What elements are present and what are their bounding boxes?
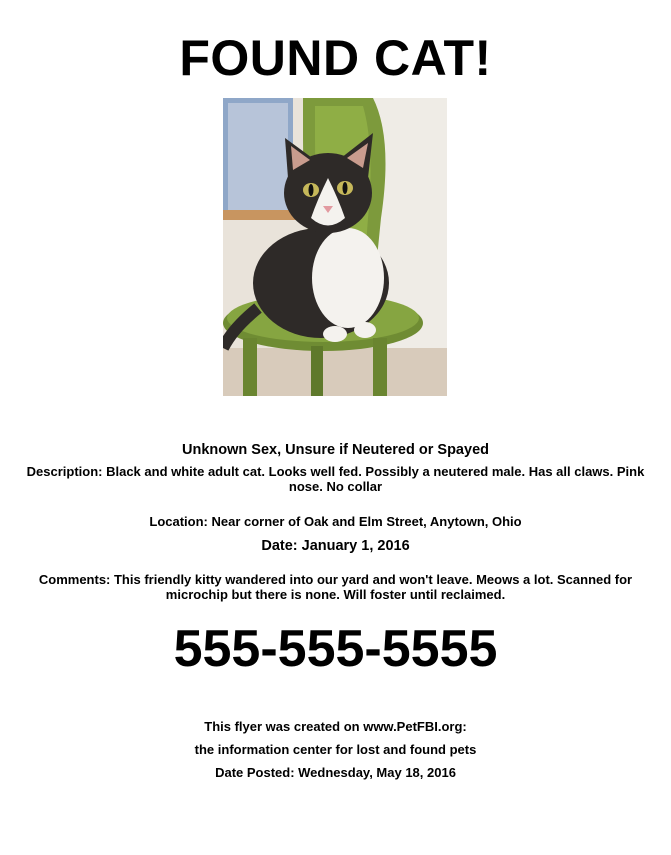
- flyer-title: FOUND CAT!: [179, 30, 492, 86]
- sex-line: Unknown Sex, Unsure if Neutered or Spayed: [182, 442, 489, 458]
- footer-posted-date: Date Posted: Wednesday, May 18, 2016: [215, 765, 456, 780]
- cat-photo: [223, 98, 447, 396]
- comments-text: Comments: This friendly kitty wandered into our yard and won't leave. Meows a lot. Scanned for microchip but there is none. Will foster until reclaimed.: [38, 572, 633, 602]
- footer-tagline: the information center for lost and found pets: [194, 742, 477, 757]
- location-text: Location: Near corner of Oak and Elm Street, Anytown, Ohio: [149, 514, 522, 529]
- footer-created: This flyer was created on www.PetFBI.org:: [204, 719, 467, 734]
- phone-number: 555-555-5555: [173, 620, 498, 678]
- date-text: Date: January 1, 2016: [261, 538, 410, 554]
- description-text: Description: Black and white adult cat. Looks well fed. Possibly a neutered male. Has all claws. Pink nose. No collar: [26, 464, 645, 494]
